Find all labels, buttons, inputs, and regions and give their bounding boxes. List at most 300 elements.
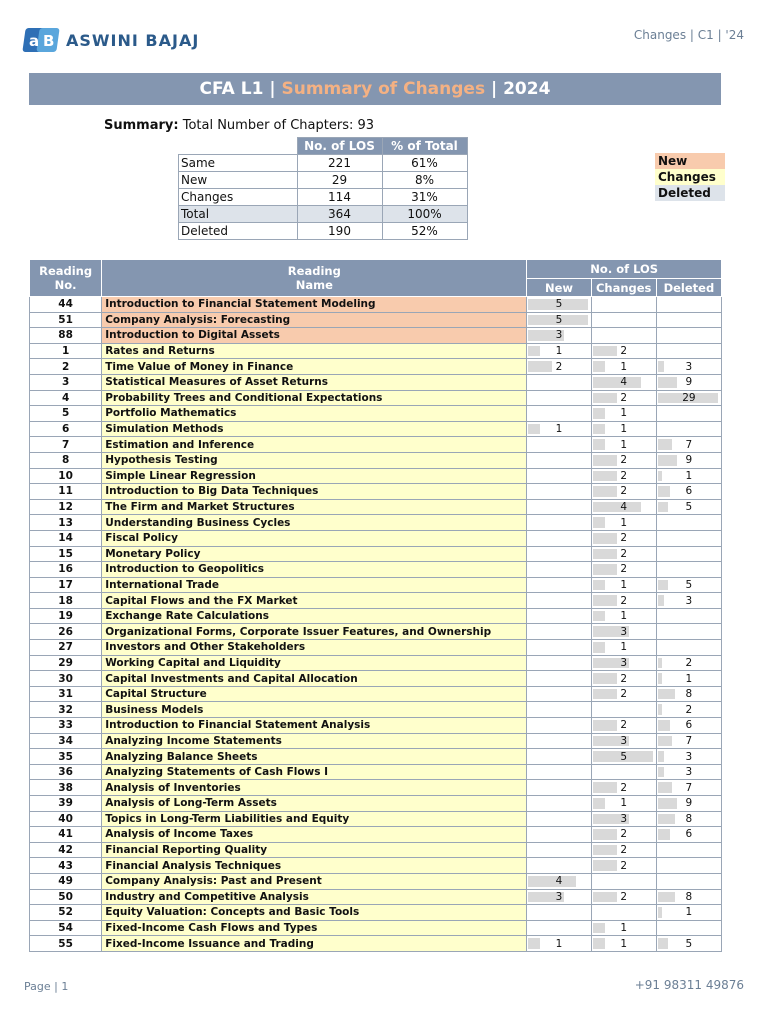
los-changes-cell xyxy=(591,359,656,375)
los-changes-cell xyxy=(591,343,656,359)
los-deleted-bar xyxy=(658,658,662,669)
los-changes-bar xyxy=(593,455,617,466)
los-deleted-cell xyxy=(656,655,721,671)
reading-name: Financial Reporting Quality xyxy=(102,842,527,858)
los-deleted-cell xyxy=(656,624,721,640)
reading-number: 54 xyxy=(30,920,102,936)
page-number: Page | 1 xyxy=(24,980,69,993)
table-row xyxy=(30,437,722,453)
reading-number: 49 xyxy=(30,873,102,889)
reading-name: Capital Flows and the FX Market xyxy=(102,593,527,609)
los-deleted-value: 5 xyxy=(685,937,693,950)
los-deleted-cell xyxy=(656,452,721,468)
los-changes-bar xyxy=(593,517,605,528)
reading-number: 6 xyxy=(30,421,102,437)
los-changes-cell xyxy=(591,686,656,702)
los-changes-bar xyxy=(593,595,617,606)
summary-row xyxy=(179,172,468,189)
reading-name: Business Models xyxy=(102,702,527,718)
los-deleted-cell xyxy=(656,546,721,562)
los-changes-cell xyxy=(591,562,656,578)
summary-row xyxy=(179,155,468,172)
summary-cell-los: 190 xyxy=(297,223,382,240)
los-new-cell xyxy=(527,390,591,406)
summary-header-blank xyxy=(179,138,298,155)
los-deleted-cell xyxy=(656,421,721,437)
los-new-value: 2 xyxy=(555,360,563,373)
los-changes-cell xyxy=(591,406,656,422)
legend-item-deleted: Deleted xyxy=(655,185,725,201)
reading-name: Understanding Business Cycles xyxy=(102,515,527,531)
los-new-cell xyxy=(527,452,591,468)
los-new-cell xyxy=(527,889,591,905)
los-new-cell xyxy=(527,640,591,656)
los-deleted-cell xyxy=(656,577,721,593)
brand-name: ASWINI BAJAJ xyxy=(66,30,200,50)
los-deleted-cell xyxy=(656,686,721,702)
los-deleted-bar xyxy=(658,938,668,949)
table-row xyxy=(30,406,722,422)
table-row xyxy=(30,312,722,328)
los-deleted-cell xyxy=(656,811,721,827)
header-reading-name xyxy=(102,260,527,297)
reading-name: Fixed-Income Issuance and Trading xyxy=(102,936,527,952)
reading-number: 40 xyxy=(30,811,102,827)
los-changes-cell xyxy=(591,499,656,515)
reading-number: 3 xyxy=(30,374,102,390)
table-row xyxy=(30,546,722,562)
los-new-cell xyxy=(527,515,591,531)
los-new-cell xyxy=(527,686,591,702)
reading-name: Simple Linear Regression xyxy=(102,468,527,484)
los-changes-cell xyxy=(591,374,656,390)
los-changes-cell xyxy=(591,655,656,671)
los-deleted-cell xyxy=(656,390,721,406)
los-changes-value: 2 xyxy=(620,859,627,872)
los-changes-bar xyxy=(593,892,617,903)
los-deleted-value: 3 xyxy=(685,750,693,763)
reading-name: Probability Trees and Conditional Expectations xyxy=(102,390,527,406)
los-deleted-value: 3 xyxy=(685,360,693,373)
table-row xyxy=(30,530,722,546)
los-changes-cell xyxy=(591,515,656,531)
reading-number: 32 xyxy=(30,702,102,718)
reading-number: 13 xyxy=(30,515,102,531)
los-new-cell xyxy=(527,873,591,889)
los-changes-cell xyxy=(591,390,656,406)
reading-number: 2 xyxy=(30,359,102,375)
table-row xyxy=(30,624,722,640)
los-deleted-bar xyxy=(658,502,668,513)
los-new-value: 1 xyxy=(555,345,563,358)
reading-name: Investors and Other Stakeholders xyxy=(102,640,527,656)
los-changes-value: 2 xyxy=(620,485,627,498)
reading-number: 36 xyxy=(30,764,102,780)
header-reading-no xyxy=(30,260,102,297)
los-deleted-value: 8 xyxy=(685,688,693,701)
reading-number: 19 xyxy=(30,608,102,624)
contact-phone: +91 98311 49876 xyxy=(634,978,744,992)
table-row xyxy=(30,873,722,889)
los-changes-bar xyxy=(593,377,641,388)
los-changes-value: 3 xyxy=(620,734,627,747)
summary-cell-label: Changes xyxy=(179,189,298,206)
reading-number: 88 xyxy=(30,328,102,344)
los-deleted-bar xyxy=(658,829,670,840)
los-deleted-cell xyxy=(656,515,721,531)
table-row xyxy=(30,468,722,484)
table-row xyxy=(30,421,722,437)
los-deleted-cell xyxy=(656,562,721,578)
los-changes-cell xyxy=(591,437,656,453)
reading-name: Hypothesis Testing xyxy=(102,452,527,468)
table-row xyxy=(30,733,722,749)
los-changes-bar xyxy=(593,346,617,357)
reading-name: Analysis of Income Taxes xyxy=(102,827,527,843)
reading-name: Time Value of Money in Finance xyxy=(102,359,527,375)
los-changes-value: 3 xyxy=(620,812,627,825)
table-row xyxy=(30,359,722,375)
reading-name: Capital Structure xyxy=(102,686,527,702)
reading-number: 7 xyxy=(30,437,102,453)
los-deleted-cell xyxy=(656,780,721,796)
summary-label-rest: Total Number of Chapters: 93 xyxy=(178,118,375,133)
los-changes-value: 1 xyxy=(620,423,627,436)
table-row xyxy=(30,842,722,858)
summary-header-los: No. of LOS xyxy=(297,138,382,155)
reading-number: 8 xyxy=(30,452,102,468)
los-new-cell xyxy=(527,733,591,749)
reading-number: 12 xyxy=(30,499,102,515)
los-changes-value: 2 xyxy=(620,890,627,903)
los-deleted-value: 6 xyxy=(685,828,693,841)
los-new-value: 3 xyxy=(555,890,563,903)
los-new-cell xyxy=(527,562,591,578)
los-new-cell xyxy=(527,421,591,437)
los-changes-cell xyxy=(591,530,656,546)
reading-number: 16 xyxy=(30,562,102,578)
los-changes-value: 2 xyxy=(620,469,627,482)
los-changes-cell xyxy=(591,920,656,936)
table-row xyxy=(30,780,722,796)
los-changes-cell xyxy=(591,905,656,921)
table-row xyxy=(30,452,722,468)
los-changes-cell xyxy=(591,468,656,484)
los-deleted-value: 3 xyxy=(685,594,693,607)
los-changes-value: 2 xyxy=(620,345,627,358)
logo-mark-icon xyxy=(24,26,58,54)
los-changes-value: 2 xyxy=(620,828,627,841)
los-new-cell xyxy=(527,406,591,422)
los-deleted-bar xyxy=(658,892,675,903)
los-new-bar xyxy=(528,424,540,435)
table-row xyxy=(30,499,722,515)
reading-name: Statistical Measures of Asset Returns xyxy=(102,374,527,390)
los-changes-bar xyxy=(593,564,617,575)
los-deleted-bar xyxy=(658,377,677,388)
los-changes-cell xyxy=(591,842,656,858)
los-new-cell xyxy=(527,437,591,453)
page-title xyxy=(29,73,721,105)
table-row xyxy=(30,374,722,390)
los-changes-bar xyxy=(593,502,641,513)
los-deleted-cell xyxy=(656,297,721,313)
los-deleted-bar xyxy=(658,580,668,591)
los-deleted-bar xyxy=(658,798,677,809)
los-changes-bar xyxy=(593,486,617,497)
los-changes-cell xyxy=(591,764,656,780)
los-new-cell xyxy=(527,796,591,812)
los-deleted-bar xyxy=(658,486,670,497)
los-deleted-cell xyxy=(656,733,721,749)
los-new-value: 4 xyxy=(555,875,563,888)
header-reading-no-line1: Reading xyxy=(39,264,93,278)
los-changes-value: 1 xyxy=(620,937,627,950)
los-deleted-value: 5 xyxy=(685,501,693,514)
reading-number: 26 xyxy=(30,624,102,640)
los-changes-bar xyxy=(593,720,617,731)
los-deleted-cell xyxy=(656,640,721,656)
los-new-cell xyxy=(527,374,591,390)
summary-row xyxy=(179,189,468,206)
summary-cell-los: 364 xyxy=(297,206,382,223)
summary-cell-los: 29 xyxy=(297,172,382,189)
los-new-cell xyxy=(527,328,591,344)
reading-name: Company Analysis: Past and Present xyxy=(102,873,527,889)
los-new-cell xyxy=(527,702,591,718)
los-changes-cell xyxy=(591,780,656,796)
los-new-cell xyxy=(527,359,591,375)
title-highlight: Summary of Changes xyxy=(281,79,486,99)
reading-name: Analyzing Balance Sheets xyxy=(102,749,527,765)
los-new-value: 3 xyxy=(555,329,563,342)
table-row xyxy=(30,718,722,734)
los-changes-cell xyxy=(591,452,656,468)
table-row xyxy=(30,343,722,359)
reading-name: Analyzing Income Statements xyxy=(102,733,527,749)
los-changes-bar xyxy=(593,439,605,450)
los-deleted-cell xyxy=(656,889,721,905)
los-deleted-value: 7 xyxy=(685,734,693,747)
reading-number: 14 xyxy=(30,530,102,546)
los-changes-cell xyxy=(591,873,656,889)
los-new-cell xyxy=(527,530,591,546)
table-row xyxy=(30,889,722,905)
los-deleted-bar xyxy=(658,720,670,731)
summary-row xyxy=(179,206,468,223)
legend xyxy=(655,153,725,201)
reading-name: Industry and Competitive Analysis xyxy=(102,889,527,905)
los-deleted-value: 9 xyxy=(685,454,693,467)
los-deleted-cell xyxy=(656,936,721,952)
los-changes-cell xyxy=(591,312,656,328)
summary-cell-pct: 100% xyxy=(382,206,467,223)
logo-letter-a: a xyxy=(29,32,40,50)
los-new-cell xyxy=(527,671,591,687)
los-new-cell xyxy=(527,811,591,827)
table-row xyxy=(30,858,722,874)
table-row xyxy=(30,920,722,936)
los-deleted-value: 7 xyxy=(685,438,693,451)
summary-label-bold: Summary: xyxy=(104,118,179,133)
los-changes-value: 2 xyxy=(620,844,627,857)
summary-cell-los: 114 xyxy=(297,189,382,206)
los-deleted-bar xyxy=(658,907,662,918)
los-changes-cell xyxy=(591,640,656,656)
reading-name: Analysis of Inventories xyxy=(102,780,527,796)
los-deleted-value: 1 xyxy=(685,672,693,685)
los-deleted-bar xyxy=(658,751,664,762)
reading-number: 1 xyxy=(30,343,102,359)
header-reading-name-line2: Name xyxy=(295,278,333,292)
los-changes-value: 1 xyxy=(620,641,627,654)
reading-number: 35 xyxy=(30,749,102,765)
header-reading-no-line2: No. xyxy=(54,278,77,292)
summary-cell-pct: 8% xyxy=(382,172,467,189)
los-new-cell xyxy=(527,624,591,640)
los-new-cell xyxy=(527,749,591,765)
los-changes-value: 2 xyxy=(620,719,627,732)
title-prefix: CFA L1 | xyxy=(199,79,282,99)
los-deleted-bar xyxy=(658,689,675,700)
los-deleted-bar xyxy=(658,361,664,372)
los-changes-cell xyxy=(591,858,656,874)
los-deleted-bar xyxy=(658,439,672,450)
header-no-of-los: No. of LOS xyxy=(527,260,722,279)
reading-name: Fiscal Policy xyxy=(102,530,527,546)
los-deleted-cell xyxy=(656,764,721,780)
los-deleted-cell xyxy=(656,468,721,484)
reading-number: 31 xyxy=(30,686,102,702)
readings-table xyxy=(29,259,722,952)
los-changes-value: 3 xyxy=(620,656,627,669)
table-row xyxy=(30,702,722,718)
table-row xyxy=(30,328,722,344)
los-deleted-value: 9 xyxy=(685,797,693,810)
los-changes-bar xyxy=(593,408,605,419)
table-row xyxy=(30,905,722,921)
logo-letter-b: B xyxy=(43,32,55,50)
los-new-cell xyxy=(527,655,591,671)
los-deleted-cell xyxy=(656,437,721,453)
reading-number: 10 xyxy=(30,468,102,484)
los-changes-bar xyxy=(593,424,605,435)
los-changes-cell xyxy=(591,608,656,624)
los-changes-value: 2 xyxy=(620,672,627,685)
los-new-cell xyxy=(527,905,591,921)
summary-cell-label: Total xyxy=(179,206,298,223)
los-new-cell xyxy=(527,827,591,843)
reading-name: Working Capital and Liquidity xyxy=(102,655,527,671)
legend-item-new: New xyxy=(655,153,725,169)
los-changes-bar xyxy=(593,845,617,856)
los-changes-cell xyxy=(591,421,656,437)
los-changes-value: 2 xyxy=(620,781,627,794)
los-changes-cell xyxy=(591,827,656,843)
los-changes-value: 1 xyxy=(620,922,627,935)
los-changes-value: 1 xyxy=(620,797,627,810)
los-changes-value: 1 xyxy=(620,407,627,420)
reading-number: 34 xyxy=(30,733,102,749)
los-deleted-bar xyxy=(658,782,672,793)
reading-number: 39 xyxy=(30,796,102,812)
los-changes-value: 3 xyxy=(620,625,627,638)
los-deleted-bar xyxy=(658,595,664,606)
los-deleted-value: 7 xyxy=(685,781,693,794)
los-changes-bar xyxy=(593,580,605,591)
reading-name: Company Analysis: Forecasting xyxy=(102,312,527,328)
table-row xyxy=(30,390,722,406)
reading-number: 4 xyxy=(30,390,102,406)
los-changes-bar xyxy=(593,938,605,949)
table-row xyxy=(30,936,722,952)
header-changes: Changes xyxy=(591,279,656,297)
los-changes-bar xyxy=(593,471,617,482)
reading-number: 43 xyxy=(30,858,102,874)
los-deleted-cell xyxy=(656,608,721,624)
los-deleted-value: 8 xyxy=(685,812,693,825)
reading-number: 33 xyxy=(30,718,102,734)
los-new-cell xyxy=(527,920,591,936)
los-changes-cell xyxy=(591,577,656,593)
summary-cell-label: Deleted xyxy=(179,223,298,240)
reading-name: Introduction to Geopolitics xyxy=(102,562,527,578)
reading-name: Analysis of Long-Term Assets xyxy=(102,796,527,812)
los-new-value: 1 xyxy=(555,423,563,436)
los-changes-value: 1 xyxy=(620,516,627,529)
los-deleted-cell xyxy=(656,827,721,843)
los-deleted-cell xyxy=(656,312,721,328)
los-changes-bar xyxy=(593,923,605,934)
los-deleted-cell xyxy=(656,359,721,375)
los-deleted-cell xyxy=(656,749,721,765)
reading-name: Introduction to Financial Statement Analysis xyxy=(102,718,527,734)
reading-name: Financial Analysis Techniques xyxy=(102,858,527,874)
los-changes-bar xyxy=(593,798,605,809)
reading-number: 50 xyxy=(30,889,102,905)
reading-number: 55 xyxy=(30,936,102,952)
los-deleted-bar xyxy=(658,736,672,747)
los-changes-bar xyxy=(593,393,617,404)
los-new-value: 5 xyxy=(555,313,563,326)
reading-name: Introduction to Big Data Techniques xyxy=(102,484,527,500)
los-deleted-value: 5 xyxy=(685,578,693,591)
los-changes-bar xyxy=(593,673,617,684)
los-deleted-bar xyxy=(658,767,664,778)
table-row xyxy=(30,297,722,313)
table-row xyxy=(30,562,722,578)
reading-number: 17 xyxy=(30,577,102,593)
los-changes-cell xyxy=(591,796,656,812)
los-deleted-cell xyxy=(656,671,721,687)
reading-number: 15 xyxy=(30,546,102,562)
los-deleted-value: 29 xyxy=(682,391,696,404)
reading-number: 30 xyxy=(30,671,102,687)
los-changes-value: 1 xyxy=(620,360,627,373)
los-new-cell xyxy=(527,297,591,313)
los-new-bar xyxy=(528,876,576,887)
los-changes-value: 5 xyxy=(620,750,627,763)
los-changes-cell xyxy=(591,749,656,765)
los-deleted-value: 8 xyxy=(685,890,693,903)
reading-name: Exchange Rate Calculations xyxy=(102,608,527,624)
reading-number: 29 xyxy=(30,655,102,671)
los-new-cell xyxy=(527,858,591,874)
los-new-cell xyxy=(527,499,591,515)
los-changes-cell xyxy=(591,328,656,344)
los-deleted-cell xyxy=(656,406,721,422)
los-new-cell xyxy=(527,842,591,858)
